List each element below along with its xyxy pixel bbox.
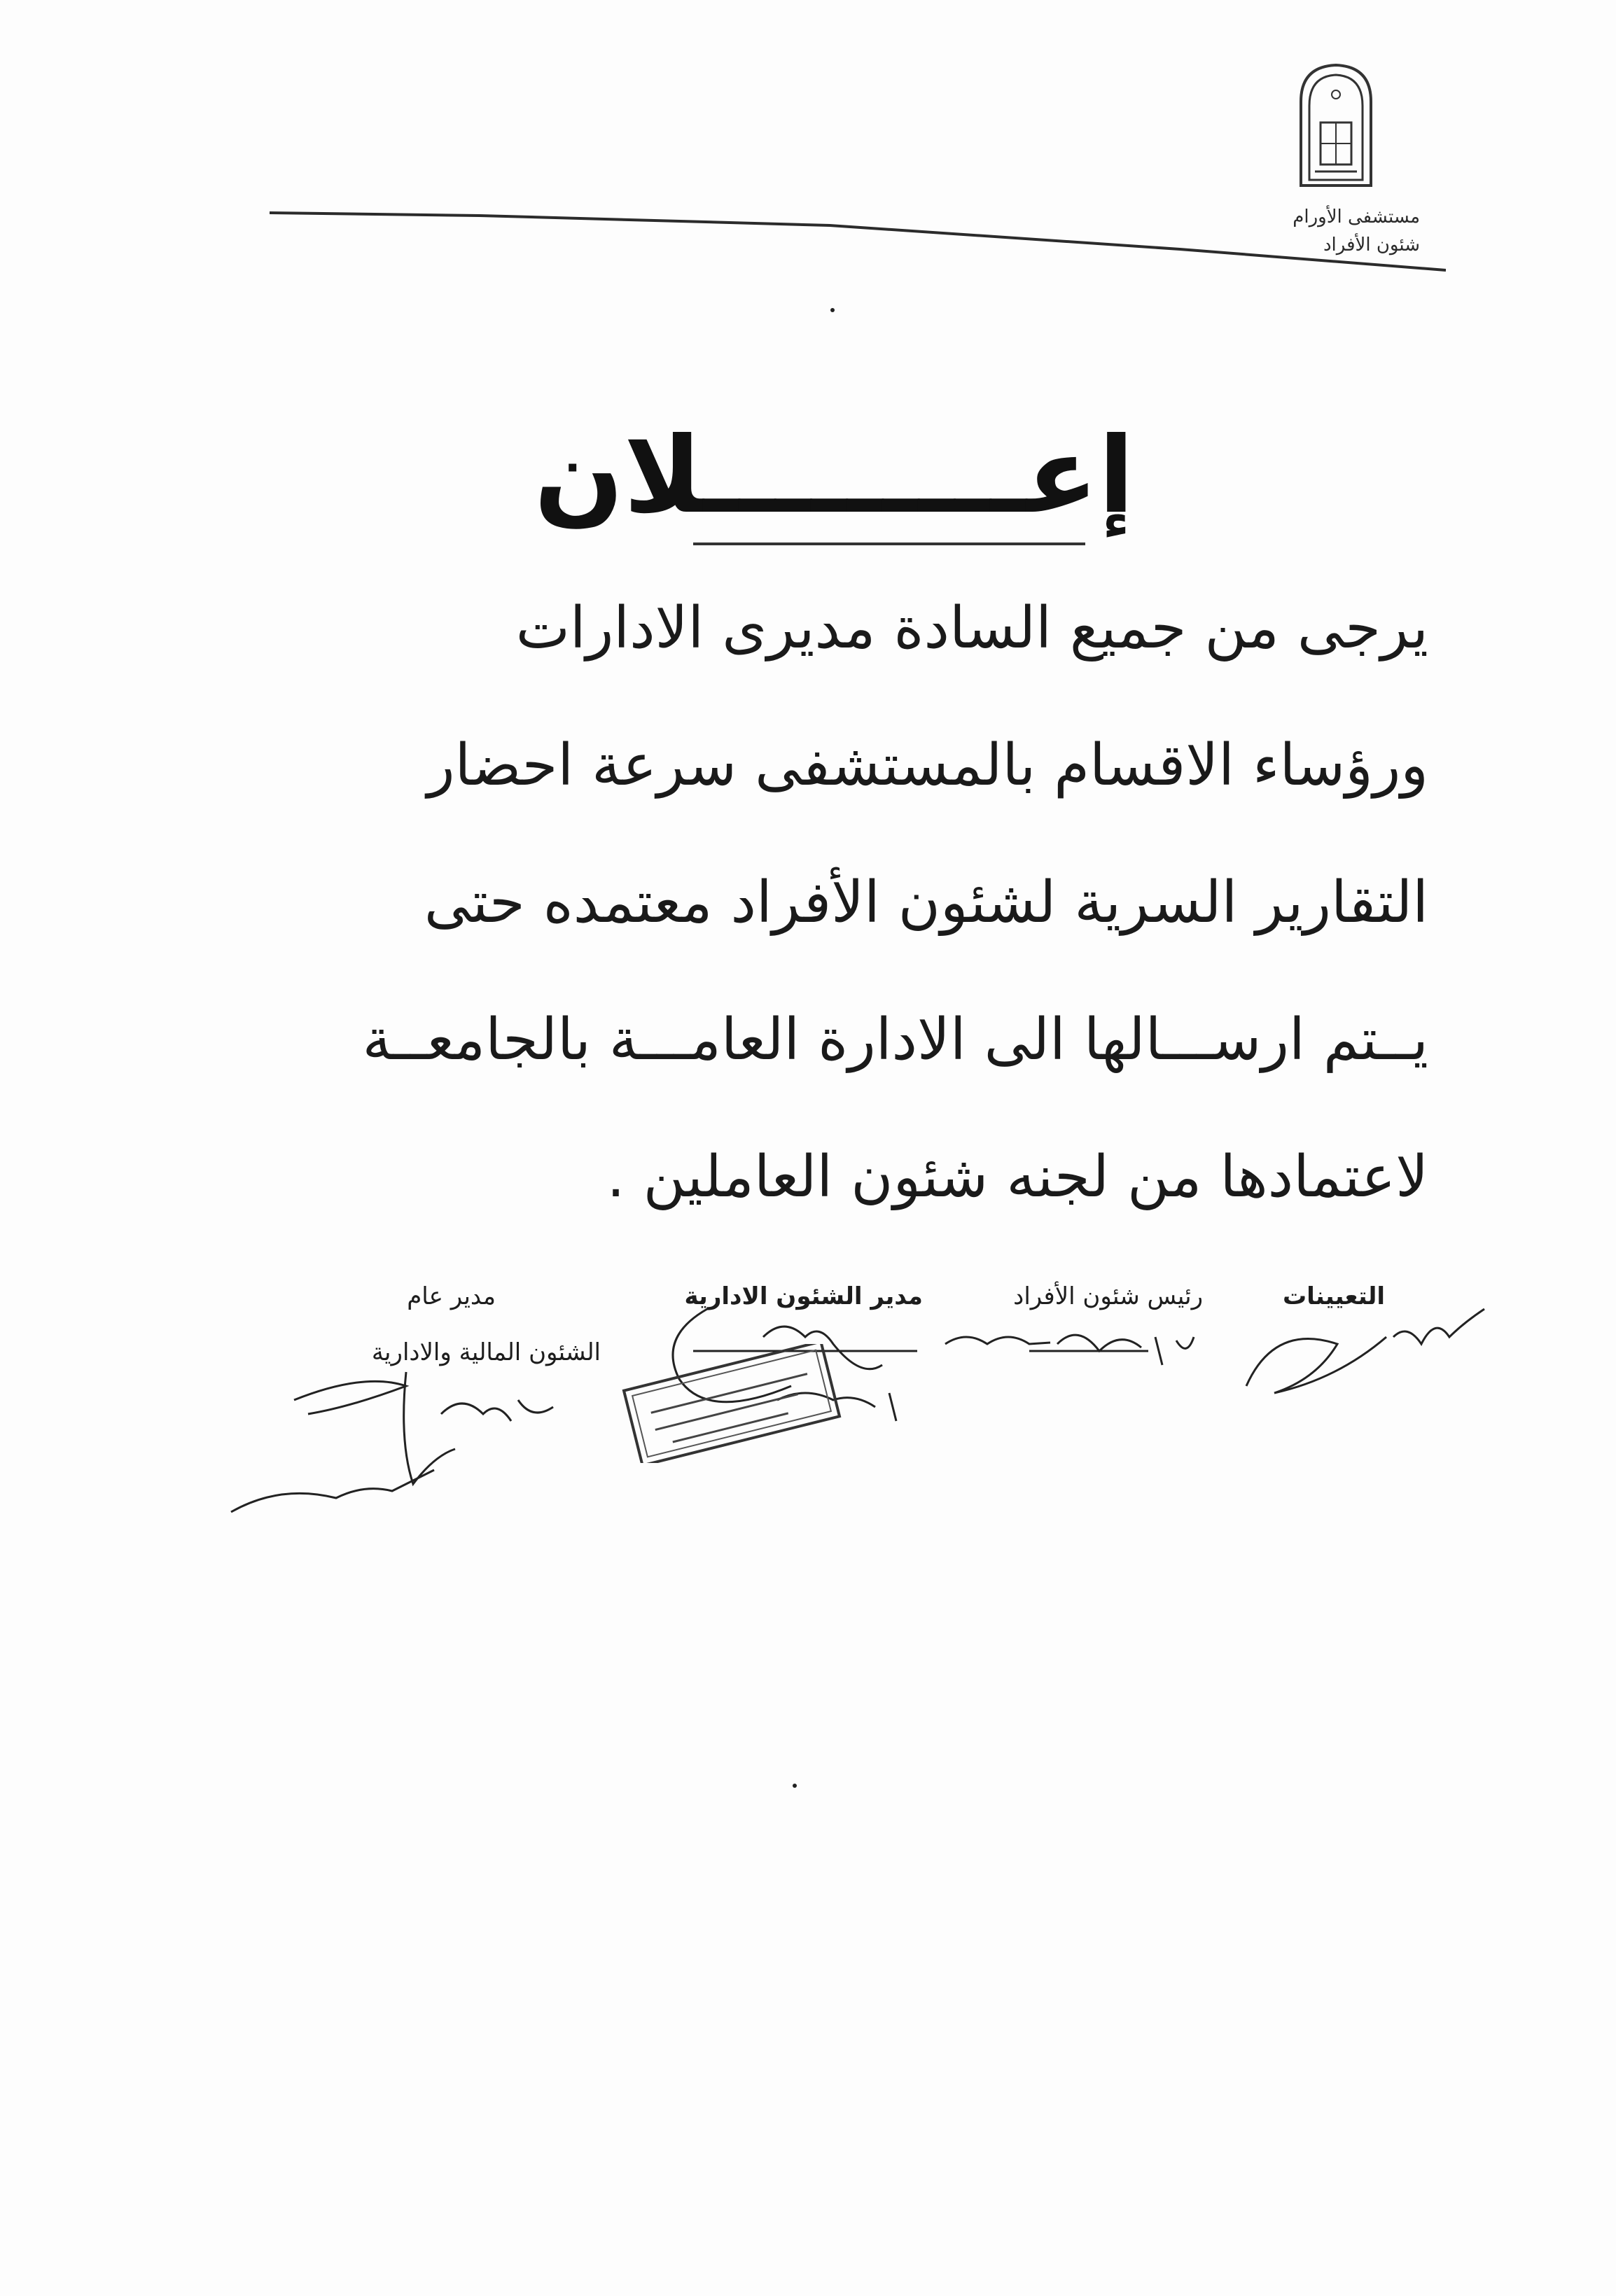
scan-dot-bottom [793,1784,797,1788]
signature-label-personnel-head: رئيس شئون الأفراد [1013,1282,1203,1310]
header-divider [270,210,1446,280]
body-line-3: التقارير السرية لشئون الأفراد معتمده حتى [424,869,1428,936]
signature-label-admin-director: مدير الشئون الادارية [684,1282,923,1310]
university-emblem-icon [1287,59,1385,192]
announcement-body [329,560,1428,1246]
org-line-personnel: شئون الأفراد [1323,234,1420,255]
title-underline [693,542,1085,545]
body-line-1: يرجى من جميع السادة مديرى الادارات [515,595,1428,662]
org-line-hospital: مستشفى الأورام [1293,206,1420,227]
page-title: إعـــــــــلان [534,415,1134,537]
signature-appointments [1232,1295,1498,1407]
signature-general-director [224,1358,588,1526]
signature-label-general-director: مدير عام [407,1282,496,1310]
signature-personnel-head [938,1316,1204,1379]
official-stamp-icon [616,1344,847,1463]
body-line-5: لاعتمادها من لجنه شئون العاملين . [606,1144,1428,1210]
scan-dot [830,308,835,312]
body-line-2: ورؤساء الاقسام بالمستشفى سرعة احضار [426,732,1428,799]
body-line-4: يــتم ارســـالها الى الادارة العامـــة بالجامعــة [362,1007,1428,1073]
signature-label-financial-admin: الشئون المالية والادارية [371,1338,601,1366]
signature-label-appointments: التعيينات [1282,1282,1385,1310]
